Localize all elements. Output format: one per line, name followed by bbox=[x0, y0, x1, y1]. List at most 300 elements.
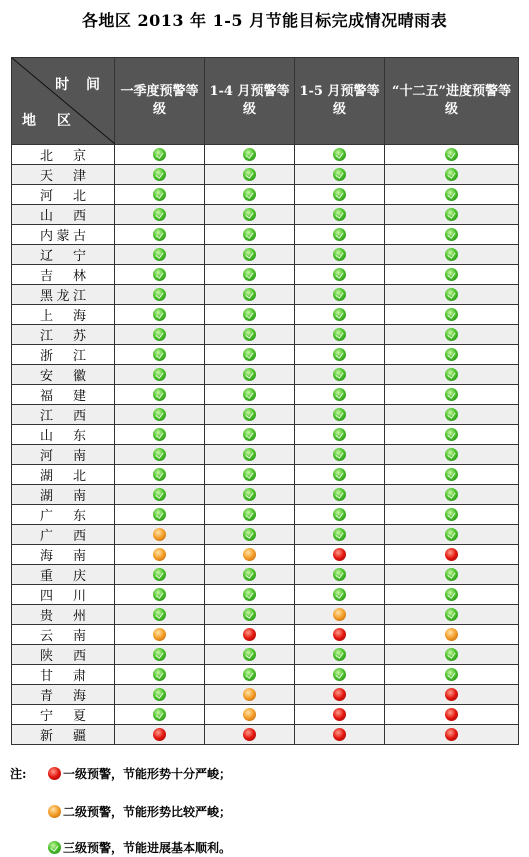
warning-level-cell bbox=[115, 605, 205, 625]
warning-level-cell bbox=[295, 425, 385, 445]
warning-level-cell bbox=[115, 585, 205, 605]
warning-level-cell bbox=[115, 205, 205, 225]
region-cell bbox=[12, 705, 115, 725]
region-name: 河北 bbox=[40, 189, 86, 204]
region-name: 北京 bbox=[40, 149, 86, 164]
warning-level-cell bbox=[115, 645, 205, 665]
orange-warning-icon bbox=[48, 805, 61, 818]
red-warning-icon bbox=[445, 728, 458, 741]
green-warning-icon bbox=[333, 508, 346, 521]
warning-level-cell bbox=[385, 525, 519, 545]
table-row bbox=[12, 725, 519, 745]
table-row bbox=[12, 585, 519, 605]
region-name: 新疆 bbox=[40, 729, 86, 744]
region-cell bbox=[12, 645, 115, 665]
region-name: 山西 bbox=[40, 209, 86, 224]
green-warning-icon bbox=[333, 528, 346, 541]
warning-level-cell bbox=[115, 565, 205, 585]
warning-level-cell bbox=[205, 145, 295, 165]
warning-level-cell bbox=[385, 485, 519, 505]
warning-level-cell bbox=[385, 705, 519, 725]
region-name: 山东 bbox=[40, 429, 86, 444]
warning-level-cell bbox=[205, 225, 295, 245]
legend-text-green: 三级预警，节能进展基本顺利。 bbox=[63, 841, 232, 855]
red-warning-icon bbox=[333, 628, 346, 641]
region-name: 贵州 bbox=[40, 609, 86, 624]
warning-level-cell bbox=[295, 385, 385, 405]
table-row bbox=[12, 665, 519, 685]
green-warning-icon bbox=[445, 188, 458, 201]
table-row bbox=[12, 465, 519, 485]
warning-level-cell bbox=[385, 305, 519, 325]
region-name: 江西 bbox=[40, 409, 86, 424]
red-warning-icon bbox=[333, 708, 346, 721]
warning-level-cell bbox=[205, 665, 295, 685]
warning-level-cell bbox=[385, 365, 519, 385]
warning-level-cell bbox=[205, 725, 295, 745]
region-cell bbox=[12, 565, 115, 585]
green-warning-icon bbox=[153, 608, 166, 621]
green-warning-icon bbox=[243, 428, 256, 441]
green-warning-icon bbox=[243, 328, 256, 341]
warning-level-cell bbox=[115, 465, 205, 485]
region-cell bbox=[12, 305, 115, 325]
warning-level-cell bbox=[385, 645, 519, 665]
table-row bbox=[12, 405, 519, 425]
warning-level-cell bbox=[295, 725, 385, 745]
green-warning-icon bbox=[445, 508, 458, 521]
warning-level-cell bbox=[295, 225, 385, 245]
page-title: 各地区 2013 年 1-5 月节能目标完成情况晴雨表 bbox=[81, 11, 448, 30]
warning-level-cell bbox=[385, 285, 519, 305]
green-warning-icon bbox=[153, 368, 166, 381]
warning-level-cell bbox=[205, 645, 295, 665]
green-warning-icon bbox=[153, 388, 166, 401]
region-cell bbox=[12, 485, 115, 505]
red-warning-icon bbox=[153, 728, 166, 741]
warning-level-cell bbox=[385, 465, 519, 485]
green-warning-icon bbox=[153, 288, 166, 301]
green-warning-icon bbox=[333, 328, 346, 341]
region-name: 浙江 bbox=[40, 349, 86, 364]
warning-level-cell bbox=[295, 165, 385, 185]
green-warning-icon bbox=[153, 428, 166, 441]
green-warning-icon bbox=[445, 468, 458, 481]
region-name: 广东 bbox=[40, 509, 86, 524]
table-row bbox=[12, 545, 519, 565]
region-name: 重庆 bbox=[40, 569, 86, 584]
region-name: 内蒙古 bbox=[40, 229, 86, 244]
warning-level-cell bbox=[115, 365, 205, 385]
red-warning-icon bbox=[333, 728, 346, 741]
warning-level-cell bbox=[115, 305, 205, 325]
corner-header bbox=[12, 58, 115, 145]
green-warning-icon bbox=[243, 388, 256, 401]
warning-level-cell bbox=[295, 245, 385, 265]
green-warning-icon bbox=[153, 328, 166, 341]
green-warning-icon bbox=[333, 568, 346, 581]
region-name: 辽宁 bbox=[40, 249, 86, 264]
green-warning-icon bbox=[243, 188, 256, 201]
green-warning-icon bbox=[333, 148, 346, 161]
warning-level-cell bbox=[385, 225, 519, 245]
warning-level-cell bbox=[115, 545, 205, 565]
region-cell bbox=[12, 265, 115, 285]
green-warning-icon bbox=[153, 228, 166, 241]
warning-level-cell bbox=[205, 685, 295, 705]
warning-level-cell bbox=[205, 625, 295, 645]
green-warning-icon bbox=[445, 648, 458, 661]
green-warning-icon bbox=[243, 268, 256, 281]
green-warning-icon bbox=[445, 328, 458, 341]
warning-level-cell bbox=[295, 605, 385, 625]
green-warning-icon bbox=[333, 228, 346, 241]
table-row bbox=[12, 305, 519, 325]
green-warning-icon bbox=[445, 668, 458, 681]
green-warning-icon bbox=[445, 228, 458, 241]
warning-level-cell bbox=[295, 465, 385, 485]
region-name: 吉林 bbox=[40, 269, 86, 284]
green-warning-icon bbox=[333, 648, 346, 661]
orange-warning-icon bbox=[153, 628, 166, 641]
green-warning-icon bbox=[333, 448, 346, 461]
green-warning-icon bbox=[153, 168, 166, 181]
warning-level-cell bbox=[205, 325, 295, 345]
green-warning-icon bbox=[243, 668, 256, 681]
region-cell bbox=[12, 145, 115, 165]
warning-level-cell bbox=[295, 405, 385, 425]
warning-level-cell bbox=[385, 345, 519, 365]
green-warning-icon bbox=[445, 448, 458, 461]
green-warning-icon bbox=[243, 508, 256, 521]
column-header-jan-apr: 1-4 月预警等级 bbox=[205, 58, 295, 145]
warning-level-cell bbox=[295, 345, 385, 365]
green-warning-icon bbox=[153, 588, 166, 601]
warning-level-cell bbox=[205, 545, 295, 565]
warning-level-cell bbox=[385, 685, 519, 705]
region-name: 上海 bbox=[40, 309, 86, 324]
table-row bbox=[12, 185, 519, 205]
green-warning-icon bbox=[445, 388, 458, 401]
table-row bbox=[12, 625, 519, 645]
column-header-q1: 一季度预警等级 bbox=[115, 58, 205, 145]
green-warning-icon bbox=[445, 168, 458, 181]
region-cell bbox=[12, 165, 115, 185]
region-cell bbox=[12, 465, 115, 485]
table-row bbox=[12, 245, 519, 265]
warning-level-cell bbox=[385, 265, 519, 285]
warning-level-cell bbox=[115, 285, 205, 305]
warning-level-cell bbox=[115, 485, 205, 505]
header-row bbox=[12, 58, 519, 145]
table-row bbox=[12, 685, 519, 705]
warning-level-cell bbox=[205, 485, 295, 505]
corner-diagonal bbox=[12, 58, 115, 144]
green-warning-icon bbox=[153, 648, 166, 661]
orange-warning-icon bbox=[243, 688, 256, 701]
green-warning-icon bbox=[445, 368, 458, 381]
region-name: 河南 bbox=[40, 449, 86, 464]
warning-level-cell bbox=[205, 345, 295, 365]
region-cell bbox=[12, 385, 115, 405]
table-row bbox=[12, 525, 519, 545]
region-name: 四川 bbox=[40, 589, 86, 604]
warning-level-cell bbox=[385, 245, 519, 265]
green-warning-icon bbox=[243, 288, 256, 301]
warning-level-cell bbox=[205, 265, 295, 285]
warning-level-cell bbox=[115, 505, 205, 525]
region-cell bbox=[12, 665, 115, 685]
region-cell bbox=[12, 365, 115, 385]
green-warning-icon bbox=[445, 248, 458, 261]
red-warning-icon bbox=[445, 708, 458, 721]
green-warning-icon bbox=[48, 841, 61, 854]
warning-level-cell bbox=[205, 505, 295, 525]
green-warning-icon bbox=[153, 208, 166, 221]
table-row bbox=[12, 505, 519, 525]
warning-level-cell bbox=[205, 425, 295, 445]
table-row bbox=[12, 485, 519, 505]
table-row bbox=[12, 145, 519, 165]
warning-level-cell bbox=[385, 725, 519, 745]
table-row bbox=[12, 165, 519, 185]
warning-level-cell bbox=[385, 565, 519, 585]
warning-level-cell bbox=[205, 465, 295, 485]
green-warning-icon bbox=[153, 348, 166, 361]
region-name: 宁夏 bbox=[40, 709, 86, 724]
warning-level-cell bbox=[205, 165, 295, 185]
column-header-jan-may: 1-5 月预警等级 bbox=[295, 58, 385, 145]
region-cell bbox=[12, 525, 115, 545]
warning-level-cell bbox=[115, 685, 205, 705]
warning-level-cell bbox=[295, 645, 385, 665]
green-warning-icon bbox=[333, 288, 346, 301]
green-warning-icon bbox=[333, 428, 346, 441]
warning-level-cell bbox=[385, 145, 519, 165]
green-warning-icon bbox=[333, 308, 346, 321]
region-name: 广西 bbox=[40, 529, 86, 544]
warning-level-cell bbox=[205, 445, 295, 465]
region-name: 海南 bbox=[40, 549, 86, 564]
green-warning-icon bbox=[243, 588, 256, 601]
green-warning-icon bbox=[153, 308, 166, 321]
green-warning-icon bbox=[243, 528, 256, 541]
warning-level-cell bbox=[205, 245, 295, 265]
orange-warning-icon bbox=[243, 708, 256, 721]
warning-level-cell bbox=[295, 185, 385, 205]
red-warning-icon bbox=[333, 688, 346, 701]
warning-level-cell bbox=[205, 205, 295, 225]
table-row bbox=[12, 565, 519, 585]
warning-level-cell bbox=[115, 525, 205, 545]
region-cell bbox=[12, 545, 115, 565]
green-warning-icon bbox=[333, 368, 346, 381]
green-warning-icon bbox=[333, 468, 346, 481]
warning-level-cell bbox=[295, 265, 385, 285]
region-cell bbox=[12, 725, 115, 745]
green-warning-icon bbox=[243, 168, 256, 181]
region-cell bbox=[12, 205, 115, 225]
green-warning-icon bbox=[243, 228, 256, 241]
warning-level-cell bbox=[385, 425, 519, 445]
warning-level-cell bbox=[115, 445, 205, 465]
green-warning-icon bbox=[333, 348, 346, 361]
table-row bbox=[12, 225, 519, 245]
region-name: 江苏 bbox=[40, 329, 86, 344]
legend-item-green bbox=[48, 839, 231, 856]
warning-level-cell bbox=[205, 365, 295, 385]
green-warning-icon bbox=[243, 368, 256, 381]
green-warning-icon bbox=[243, 568, 256, 581]
green-warning-icon bbox=[333, 208, 346, 221]
warning-table bbox=[11, 57, 519, 745]
region-cell bbox=[12, 585, 115, 605]
table-row bbox=[12, 205, 519, 225]
green-warning-icon bbox=[153, 248, 166, 261]
warning-level-cell bbox=[205, 285, 295, 305]
green-warning-icon bbox=[153, 188, 166, 201]
warning-level-cell bbox=[205, 405, 295, 425]
green-warning-icon bbox=[333, 248, 346, 261]
region-cell bbox=[12, 325, 115, 345]
warning-level-cell bbox=[385, 385, 519, 405]
region-name: 福建 bbox=[40, 389, 86, 404]
green-warning-icon bbox=[153, 688, 166, 701]
table-row bbox=[12, 445, 519, 465]
warning-level-cell bbox=[295, 525, 385, 545]
warning-level-cell bbox=[385, 585, 519, 605]
region-name: 安徽 bbox=[40, 369, 86, 384]
warning-level-cell bbox=[205, 385, 295, 405]
notes-label: 注: bbox=[10, 767, 27, 781]
green-warning-icon bbox=[243, 448, 256, 461]
green-warning-icon bbox=[153, 148, 166, 161]
red-warning-icon bbox=[445, 688, 458, 701]
green-warning-icon bbox=[333, 188, 346, 201]
green-warning-icon bbox=[333, 388, 346, 401]
warning-level-cell bbox=[385, 205, 519, 225]
green-warning-icon bbox=[445, 488, 458, 501]
table-row bbox=[12, 325, 519, 345]
warning-level-cell bbox=[205, 585, 295, 605]
warning-level-cell bbox=[205, 605, 295, 625]
warning-level-cell bbox=[295, 325, 385, 345]
green-warning-icon bbox=[445, 148, 458, 161]
green-warning-icon bbox=[445, 308, 458, 321]
green-warning-icon bbox=[153, 508, 166, 521]
table-row bbox=[12, 365, 519, 385]
table-row bbox=[12, 385, 519, 405]
warning-level-cell bbox=[115, 245, 205, 265]
warning-level-cell bbox=[385, 325, 519, 345]
region-cell bbox=[12, 505, 115, 525]
warning-level-cell bbox=[295, 205, 385, 225]
warning-level-cell bbox=[385, 505, 519, 525]
region-name: 云南 bbox=[40, 629, 86, 644]
green-warning-icon bbox=[153, 668, 166, 681]
corner-region-label: 地 区 bbox=[22, 113, 79, 129]
warning-level-cell bbox=[205, 565, 295, 585]
green-warning-icon bbox=[445, 408, 458, 421]
warning-level-cell bbox=[295, 305, 385, 325]
warning-level-cell bbox=[115, 725, 205, 745]
green-warning-icon bbox=[243, 608, 256, 621]
region-name: 湖南 bbox=[40, 489, 86, 504]
green-warning-icon bbox=[333, 588, 346, 601]
corner-time-label: 时 间 bbox=[55, 77, 106, 93]
warning-level-cell bbox=[385, 605, 519, 625]
legend-item-orange bbox=[48, 803, 231, 820]
warning-level-cell bbox=[115, 165, 205, 185]
green-warning-icon bbox=[445, 288, 458, 301]
warning-level-cell bbox=[385, 185, 519, 205]
green-warning-icon bbox=[243, 248, 256, 261]
warning-level-cell bbox=[295, 365, 385, 385]
warning-level-cell bbox=[115, 405, 205, 425]
region-name: 天津 bbox=[40, 169, 86, 184]
region-cell bbox=[12, 425, 115, 445]
red-warning-icon bbox=[445, 548, 458, 561]
warning-level-cell bbox=[295, 145, 385, 165]
red-warning-icon bbox=[243, 628, 256, 641]
warning-level-cell bbox=[385, 545, 519, 565]
warning-level-cell bbox=[295, 665, 385, 685]
orange-warning-icon bbox=[243, 548, 256, 561]
green-warning-icon bbox=[445, 608, 458, 621]
green-warning-icon bbox=[333, 268, 346, 281]
green-warning-icon bbox=[243, 648, 256, 661]
region-cell bbox=[12, 445, 115, 465]
region-name: 陕西 bbox=[40, 649, 86, 664]
warning-level-cell bbox=[115, 385, 205, 405]
orange-warning-icon bbox=[333, 608, 346, 621]
green-warning-icon bbox=[445, 428, 458, 441]
warning-level-cell bbox=[115, 705, 205, 725]
region-name: 湖北 bbox=[40, 469, 86, 484]
orange-warning-icon bbox=[445, 628, 458, 641]
orange-warning-icon bbox=[153, 528, 166, 541]
green-warning-icon bbox=[153, 568, 166, 581]
warning-level-cell bbox=[295, 505, 385, 525]
warning-level-cell bbox=[295, 545, 385, 565]
green-warning-icon bbox=[243, 488, 256, 501]
warning-level-cell bbox=[385, 665, 519, 685]
green-warning-icon bbox=[243, 308, 256, 321]
red-warning-icon bbox=[243, 728, 256, 741]
warning-level-cell bbox=[205, 525, 295, 545]
region-cell bbox=[12, 405, 115, 425]
green-warning-icon bbox=[243, 408, 256, 421]
green-warning-icon bbox=[445, 588, 458, 601]
warning-level-cell bbox=[205, 185, 295, 205]
warning-level-cell bbox=[295, 685, 385, 705]
legend-item-red bbox=[48, 765, 231, 782]
green-warning-icon bbox=[243, 208, 256, 221]
region-name: 黑龙江 bbox=[40, 289, 86, 304]
warning-level-cell bbox=[205, 305, 295, 325]
warning-level-cell bbox=[205, 705, 295, 725]
region-cell bbox=[12, 605, 115, 625]
region-cell bbox=[12, 285, 115, 305]
green-warning-icon bbox=[153, 468, 166, 481]
green-warning-icon bbox=[153, 268, 166, 281]
table-row bbox=[12, 345, 519, 365]
green-warning-icon bbox=[153, 448, 166, 461]
table-row bbox=[12, 285, 519, 305]
green-warning-icon bbox=[333, 668, 346, 681]
green-warning-icon bbox=[243, 148, 256, 161]
region-cell bbox=[12, 185, 115, 205]
